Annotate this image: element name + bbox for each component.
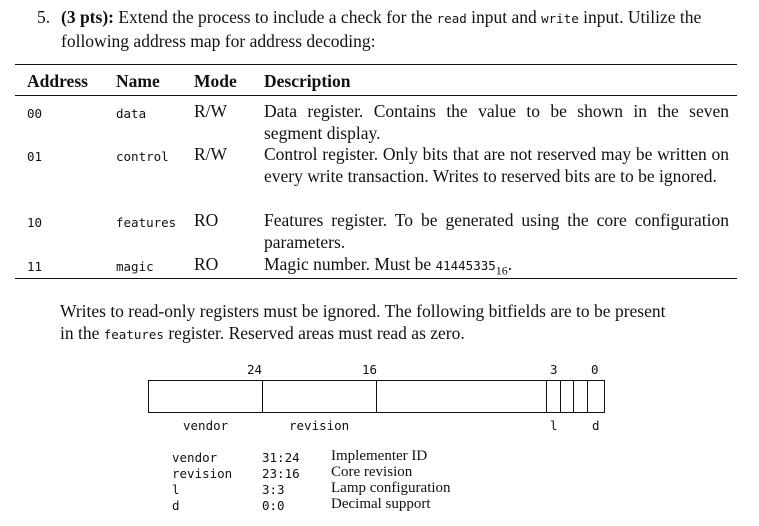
paragraph-line-1: Writes to read-only registers must be ignored. The following bitfields are to be present (60, 301, 666, 321)
field-label-revision: revision (289, 418, 350, 433)
header-name: Name (116, 71, 160, 91)
row-address: 10 (27, 215, 43, 230)
row-name: control (116, 149, 169, 164)
write-signal: write (541, 11, 579, 26)
field-divider (560, 381, 561, 412)
row-mode: R/W (194, 101, 228, 121)
paragraph-line-2-prefix: in the (60, 323, 100, 343)
bit-label-3: 3 (550, 362, 558, 377)
row-description: Features register. To be generated using the core configuration parameters. (264, 210, 729, 252)
row-name: data (116, 106, 147, 121)
paragraph-line-2 (60, 322, 740, 346)
magic-value: 41445335 (435, 258, 496, 273)
field-label-l: l (550, 418, 558, 433)
row-mode: RO (194, 210, 219, 230)
field-divider (587, 381, 588, 412)
question-number: 5. (37, 7, 51, 27)
table-header-rule (15, 95, 737, 96)
paragraph-line-2-suffix: register. Reserved areas must read as zero. (168, 323, 465, 343)
legend-description: Core revision (331, 464, 413, 480)
magic-base: 16 (495, 263, 508, 278)
row-address: 11 (27, 259, 43, 274)
row-mode: R/W (194, 144, 228, 164)
legend-description: Implementer ID (331, 448, 428, 464)
question-text-c: input. Utilize the following address map for address decoding: (61, 7, 702, 51)
row-mode: RO (194, 254, 219, 274)
read-signal: read (436, 11, 467, 26)
legend-field: revision (172, 466, 233, 481)
field-divider (376, 381, 377, 412)
row-name: features (116, 215, 177, 230)
features-register-name: features (103, 327, 164, 342)
field-divider (262, 381, 263, 412)
row-description: Data register. Contains the value to be shown in the seven segment display. (264, 101, 729, 143)
field-divider (573, 381, 574, 412)
row-address: 01 (27, 149, 43, 164)
table-bottom-rule (15, 278, 737, 279)
legend-field: d (172, 498, 180, 513)
bit-label-16: 16 (362, 362, 378, 377)
legend-bits: 23:16 (262, 466, 300, 481)
question-text-a: Extend the process to include a check for the (118, 7, 433, 27)
legend-description: Lamp configuration (331, 480, 451, 496)
legend-bits: 31:24 (262, 450, 300, 465)
legend-bits: 3:3 (262, 482, 285, 497)
legend-field: l (172, 482, 180, 497)
header-address: Address (27, 71, 88, 91)
field-label-vendor: vendor (183, 418, 229, 433)
row-name: magic (116, 259, 154, 274)
paragraph (60, 300, 740, 346)
legend-description: Decimal support (331, 496, 431, 512)
field-label-d: d (592, 418, 600, 433)
question-points: (3 pts): (61, 7, 114, 27)
magic-description-prefix: Magic number. Must be (264, 254, 432, 274)
features-register-box (148, 380, 605, 413)
magic-description-suffix: . (507, 254, 513, 274)
bit-label-24: 24 (247, 362, 263, 377)
legend-field: vendor (172, 450, 218, 465)
row-address: 00 (27, 106, 43, 121)
header-mode: Mode (194, 71, 237, 91)
field-divider (546, 381, 547, 412)
row-description: Control register. Only bits that are not reserved may be written on every write transaction. Writes to reserved bits are to be ignored. (264, 144, 729, 186)
question-text (61, 6, 741, 52)
legend-bits: 0:0 (262, 498, 285, 513)
question-text-b: input and (471, 7, 537, 27)
table-top-rule (15, 64, 737, 65)
header-description: Description (264, 71, 351, 91)
bit-label-0: 0 (591, 362, 599, 377)
